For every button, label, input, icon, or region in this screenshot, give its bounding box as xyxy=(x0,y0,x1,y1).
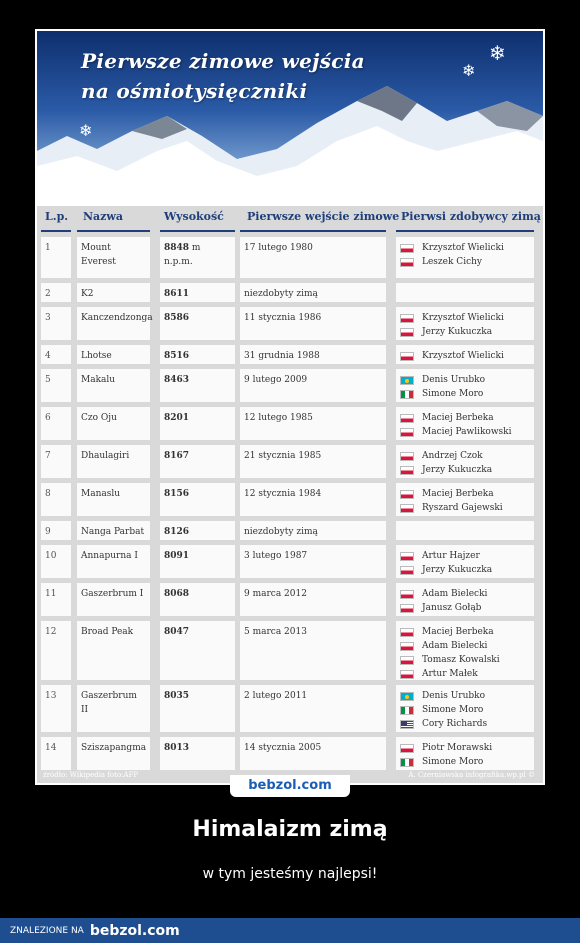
climber-name: Artur Małek xyxy=(422,669,478,679)
peak-name: Makalu xyxy=(77,369,150,402)
climbers-list xyxy=(396,521,534,540)
peak-name: Gaszerbrum II xyxy=(77,685,150,732)
snowflake-icon: ❄ xyxy=(489,41,506,65)
climber-name: Maciej Berbeka xyxy=(422,627,494,637)
row-number: 1 xyxy=(41,237,71,278)
climber-entry xyxy=(400,703,530,717)
peak-height xyxy=(160,283,235,302)
ascent-date: 3 lutego 1987 xyxy=(240,545,386,578)
peak-height-value: 8035 xyxy=(164,691,190,701)
climber-entry xyxy=(400,487,530,501)
climber-name: Adam Bielecki xyxy=(422,589,488,599)
ascent-date: 12 stycznia 1984 xyxy=(240,483,386,516)
climber-entry xyxy=(400,425,530,439)
climber-name: Denis Urubko xyxy=(422,691,486,701)
peak-name: Gaszerbrum I xyxy=(77,583,150,616)
climber-entry xyxy=(400,587,530,601)
flag-pl-icon xyxy=(400,604,414,613)
climber-name: Simone Moro xyxy=(422,757,484,767)
ascent-date: 17 lutego 1980 xyxy=(240,237,386,278)
climbers-list xyxy=(396,345,534,364)
header-underline xyxy=(41,230,71,232)
climber-name: Artur Hajzer xyxy=(422,551,480,561)
ascent-date: 12 lutego 1985 xyxy=(240,407,386,440)
ascent-date: 2 lutego 2011 xyxy=(240,685,386,732)
flag-pl-icon xyxy=(400,490,414,499)
table-row xyxy=(37,369,543,402)
flag-it-icon xyxy=(400,390,414,399)
flag-us-icon xyxy=(400,720,414,729)
peak-height-value: 8516 xyxy=(164,351,190,361)
climbers-list xyxy=(396,685,534,732)
row-number: 8 xyxy=(41,483,71,516)
row-number: 13 xyxy=(41,685,71,732)
ascent-date: 5 marca 2013 xyxy=(240,621,386,680)
peak-height-value: 8167 xyxy=(164,451,190,461)
peak-height xyxy=(160,483,235,516)
peak-height-value: 8201 xyxy=(164,413,190,423)
table-row xyxy=(37,521,543,540)
flag-pl-icon xyxy=(400,504,414,513)
climbers-list xyxy=(396,583,534,616)
climber-entry xyxy=(400,717,530,731)
peak-height-value: 8586 xyxy=(164,313,190,323)
climbers-list xyxy=(396,445,534,478)
row-number: 5 xyxy=(41,369,71,402)
climber-name: Maciej Berbeka xyxy=(422,413,494,423)
peak-name: K2 xyxy=(77,283,150,302)
infographic-frame xyxy=(35,29,545,785)
header-name: Nazwa xyxy=(83,210,124,223)
ascent-date: 31 grudnia 1988 xyxy=(240,345,386,364)
peak-height xyxy=(160,737,235,770)
climber-name: Maciej Berbeka xyxy=(422,489,494,499)
peak-name: Nanga Parbat xyxy=(77,521,150,540)
climbers-list xyxy=(396,545,534,578)
flag-kz-icon xyxy=(400,692,414,701)
flag-pl-icon xyxy=(400,670,414,679)
climber-entry xyxy=(400,653,530,667)
table-row xyxy=(37,583,543,616)
peak-height-value: 8126 xyxy=(164,527,190,537)
peak-height-value: 8156 xyxy=(164,489,190,499)
peak-name: Broad Peak xyxy=(77,621,150,680)
climbers-list xyxy=(396,283,534,302)
peak-name: Dhaulagiri xyxy=(77,445,150,478)
peak-name: Annapurna I xyxy=(77,545,150,578)
ascent-date: 9 lutego 2009 xyxy=(240,369,386,402)
table-row xyxy=(37,407,543,440)
climber-name: Cory Richards xyxy=(422,719,488,729)
peak-height-value: 8611 xyxy=(164,289,190,299)
peak-height xyxy=(160,521,235,540)
climber-entry xyxy=(400,241,530,255)
climber-entry xyxy=(400,411,530,425)
climber-entry xyxy=(400,549,530,563)
climber-name: Piotr Morawski xyxy=(422,743,493,753)
climber-name: Krzysztof Wielicki xyxy=(422,313,504,323)
climber-entry xyxy=(400,689,530,703)
climber-name: Janusz Gołąb xyxy=(422,603,482,613)
climber-name: Simone Moro xyxy=(422,705,484,715)
table-row xyxy=(37,445,543,478)
climber-entry xyxy=(400,387,530,401)
climber-entry xyxy=(400,755,530,769)
header-lp: L.p. xyxy=(45,210,69,223)
climber-name: Adam Bielecki xyxy=(422,641,488,651)
flag-pl-icon xyxy=(400,328,414,337)
climber-entry xyxy=(400,325,530,339)
table-row xyxy=(37,307,543,340)
mountain-banner xyxy=(37,31,543,206)
peak-height xyxy=(160,685,235,732)
peak-height-value: 8068 xyxy=(164,589,190,599)
climber-name: Denis Urubko xyxy=(422,375,486,385)
peak-height xyxy=(160,345,235,364)
ascent-date: niezdobyty zimą xyxy=(240,521,386,540)
row-number: 3 xyxy=(41,307,71,340)
table-row xyxy=(37,345,543,364)
climber-name: Jerzy Kukuczka xyxy=(422,565,493,575)
flag-pl-icon xyxy=(400,590,414,599)
climber-name: Krzysztof Wielicki xyxy=(422,351,504,361)
climber-entry xyxy=(400,601,530,615)
peak-name: Manaslu xyxy=(77,483,150,516)
peak-name: Sziszapangma xyxy=(77,737,150,770)
flag-it-icon xyxy=(400,758,414,767)
peak-height xyxy=(160,237,235,278)
peak-height xyxy=(160,621,235,680)
climber-name: Tomasz Kowalski xyxy=(422,655,500,665)
climber-name: Simone Moro xyxy=(422,389,484,399)
climbers-list xyxy=(396,307,534,340)
climber-name: Jerzy Kukuczka xyxy=(422,465,493,475)
climber-name: Maciej Pawlikowski xyxy=(422,427,512,437)
ascent-date: 21 stycznia 1985 xyxy=(240,445,386,478)
flag-pl-icon xyxy=(400,414,414,423)
flag-pl-icon xyxy=(400,566,414,575)
row-number: 11 xyxy=(41,583,71,616)
peak-height xyxy=(160,545,235,578)
row-number: 10 xyxy=(41,545,71,578)
caption-subtitle: w tym jesteśmy najlepsi! xyxy=(202,866,378,882)
header-underline xyxy=(396,230,534,232)
climber-entry xyxy=(400,625,530,639)
ascent-date: 9 marca 2012 xyxy=(240,583,386,616)
climbers-list xyxy=(396,621,534,680)
infographic-source: źródło: Wikipedia foto:AFP xyxy=(43,771,139,779)
flag-pl-icon xyxy=(400,452,414,461)
ascent-date: 14 stycznia 2005 xyxy=(240,737,386,770)
bottom-bar xyxy=(0,918,580,943)
flag-pl-icon xyxy=(400,656,414,665)
infographic-title-line-1: Pierwsze zimowe wejścia xyxy=(81,49,365,73)
row-number: 2 xyxy=(41,283,71,302)
climber-name: Jerzy Kukuczka xyxy=(422,327,493,337)
climber-entry xyxy=(400,741,530,755)
peak-height xyxy=(160,307,235,340)
header-underline xyxy=(240,230,386,232)
flag-pl-icon xyxy=(400,552,414,561)
peak-height-value: 8047 xyxy=(164,627,190,637)
flag-pl-icon xyxy=(400,628,414,637)
climber-entry xyxy=(400,563,530,577)
caption-title: Himalaizm zimą xyxy=(192,817,388,842)
flag-pl-icon xyxy=(400,466,414,475)
row-number: 4 xyxy=(41,345,71,364)
table-header xyxy=(37,206,543,234)
climber-entry xyxy=(400,667,530,681)
table-row xyxy=(37,283,543,302)
climber-name: Leszek Cichy xyxy=(422,257,482,267)
climber-entry xyxy=(400,311,530,325)
header-height: Wysokość xyxy=(164,210,224,223)
snowflake-icon: ❄ xyxy=(79,121,93,140)
row-number: 7 xyxy=(41,445,71,478)
bebzol-logo[interactable]: bebzol.com xyxy=(89,922,180,939)
peak-height xyxy=(160,583,235,616)
climber-entry xyxy=(400,373,530,387)
climbers-list xyxy=(396,407,534,440)
header-first-winter-ascent: Pierwsze wejście zimowe xyxy=(247,210,400,223)
peak-name: Lhotse xyxy=(77,345,150,364)
found-on-label: ZNALEZIONE NA xyxy=(10,925,84,936)
peak-height-value: 8091 xyxy=(164,551,190,561)
climber-entry xyxy=(400,449,530,463)
peak-name: Czo Oju xyxy=(77,407,150,440)
flag-it-icon xyxy=(400,706,414,715)
climbers-list xyxy=(396,237,534,278)
climber-entry xyxy=(400,255,530,269)
flag-kz-icon xyxy=(400,376,414,385)
table-row xyxy=(37,621,543,680)
flag-pl-icon xyxy=(400,314,414,323)
row-number: 9 xyxy=(41,521,71,540)
table-row xyxy=(37,685,543,732)
site-tab[interactable]: bebzol.com xyxy=(230,775,350,797)
flag-pl-icon xyxy=(400,744,414,753)
snowflake-icon: ❄ xyxy=(462,61,476,80)
header-underline xyxy=(160,230,235,232)
row-number: 6 xyxy=(41,407,71,440)
infographic-author: A. Czerniawska infografika.wp.pl © xyxy=(408,771,535,779)
flag-pl-icon xyxy=(400,642,414,651)
table-row xyxy=(37,237,543,278)
ascent-date: niezdobyty zimą xyxy=(240,283,386,302)
climber-name: Krzysztof Wielicki xyxy=(422,243,504,253)
table-row xyxy=(37,483,543,516)
table-row xyxy=(37,737,543,770)
peak-name: Kanczendzonga xyxy=(77,307,150,340)
table-row xyxy=(37,545,543,578)
header-first-climbers: Pierwsi zdobywcy zimą xyxy=(401,210,541,223)
ascent-date: 11 stycznia 1986 xyxy=(240,307,386,340)
header-underline xyxy=(77,230,150,232)
climber-entry xyxy=(400,349,530,363)
flag-pl-icon xyxy=(400,352,414,361)
peak-height-value: 8463 xyxy=(164,375,190,385)
peak-height xyxy=(160,369,235,402)
climbers-list xyxy=(396,737,534,770)
peak-height xyxy=(160,445,235,478)
climber-name: Ryszard Gajewski xyxy=(422,503,503,513)
peak-height xyxy=(160,407,235,440)
peak-name: Mount Everest xyxy=(77,237,150,278)
climbers-list xyxy=(396,369,534,402)
climber-entry xyxy=(400,463,530,477)
infographic-title-line-2: na ośmiotysięczniki xyxy=(81,79,308,103)
row-number: 14 xyxy=(41,737,71,770)
flag-pl-icon xyxy=(400,244,414,253)
climber-entry xyxy=(400,501,530,515)
flag-pl-icon xyxy=(400,428,414,437)
climber-entry xyxy=(400,639,530,653)
peak-height-value: 8848 xyxy=(164,243,190,253)
peak-height-unit: m n.p.m. xyxy=(164,243,201,267)
climber-name: Andrzej Czok xyxy=(422,451,483,461)
flag-pl-icon xyxy=(400,258,414,267)
peak-height-value: 8013 xyxy=(164,743,190,753)
climbers-list xyxy=(396,483,534,516)
row-number: 12 xyxy=(41,621,71,680)
